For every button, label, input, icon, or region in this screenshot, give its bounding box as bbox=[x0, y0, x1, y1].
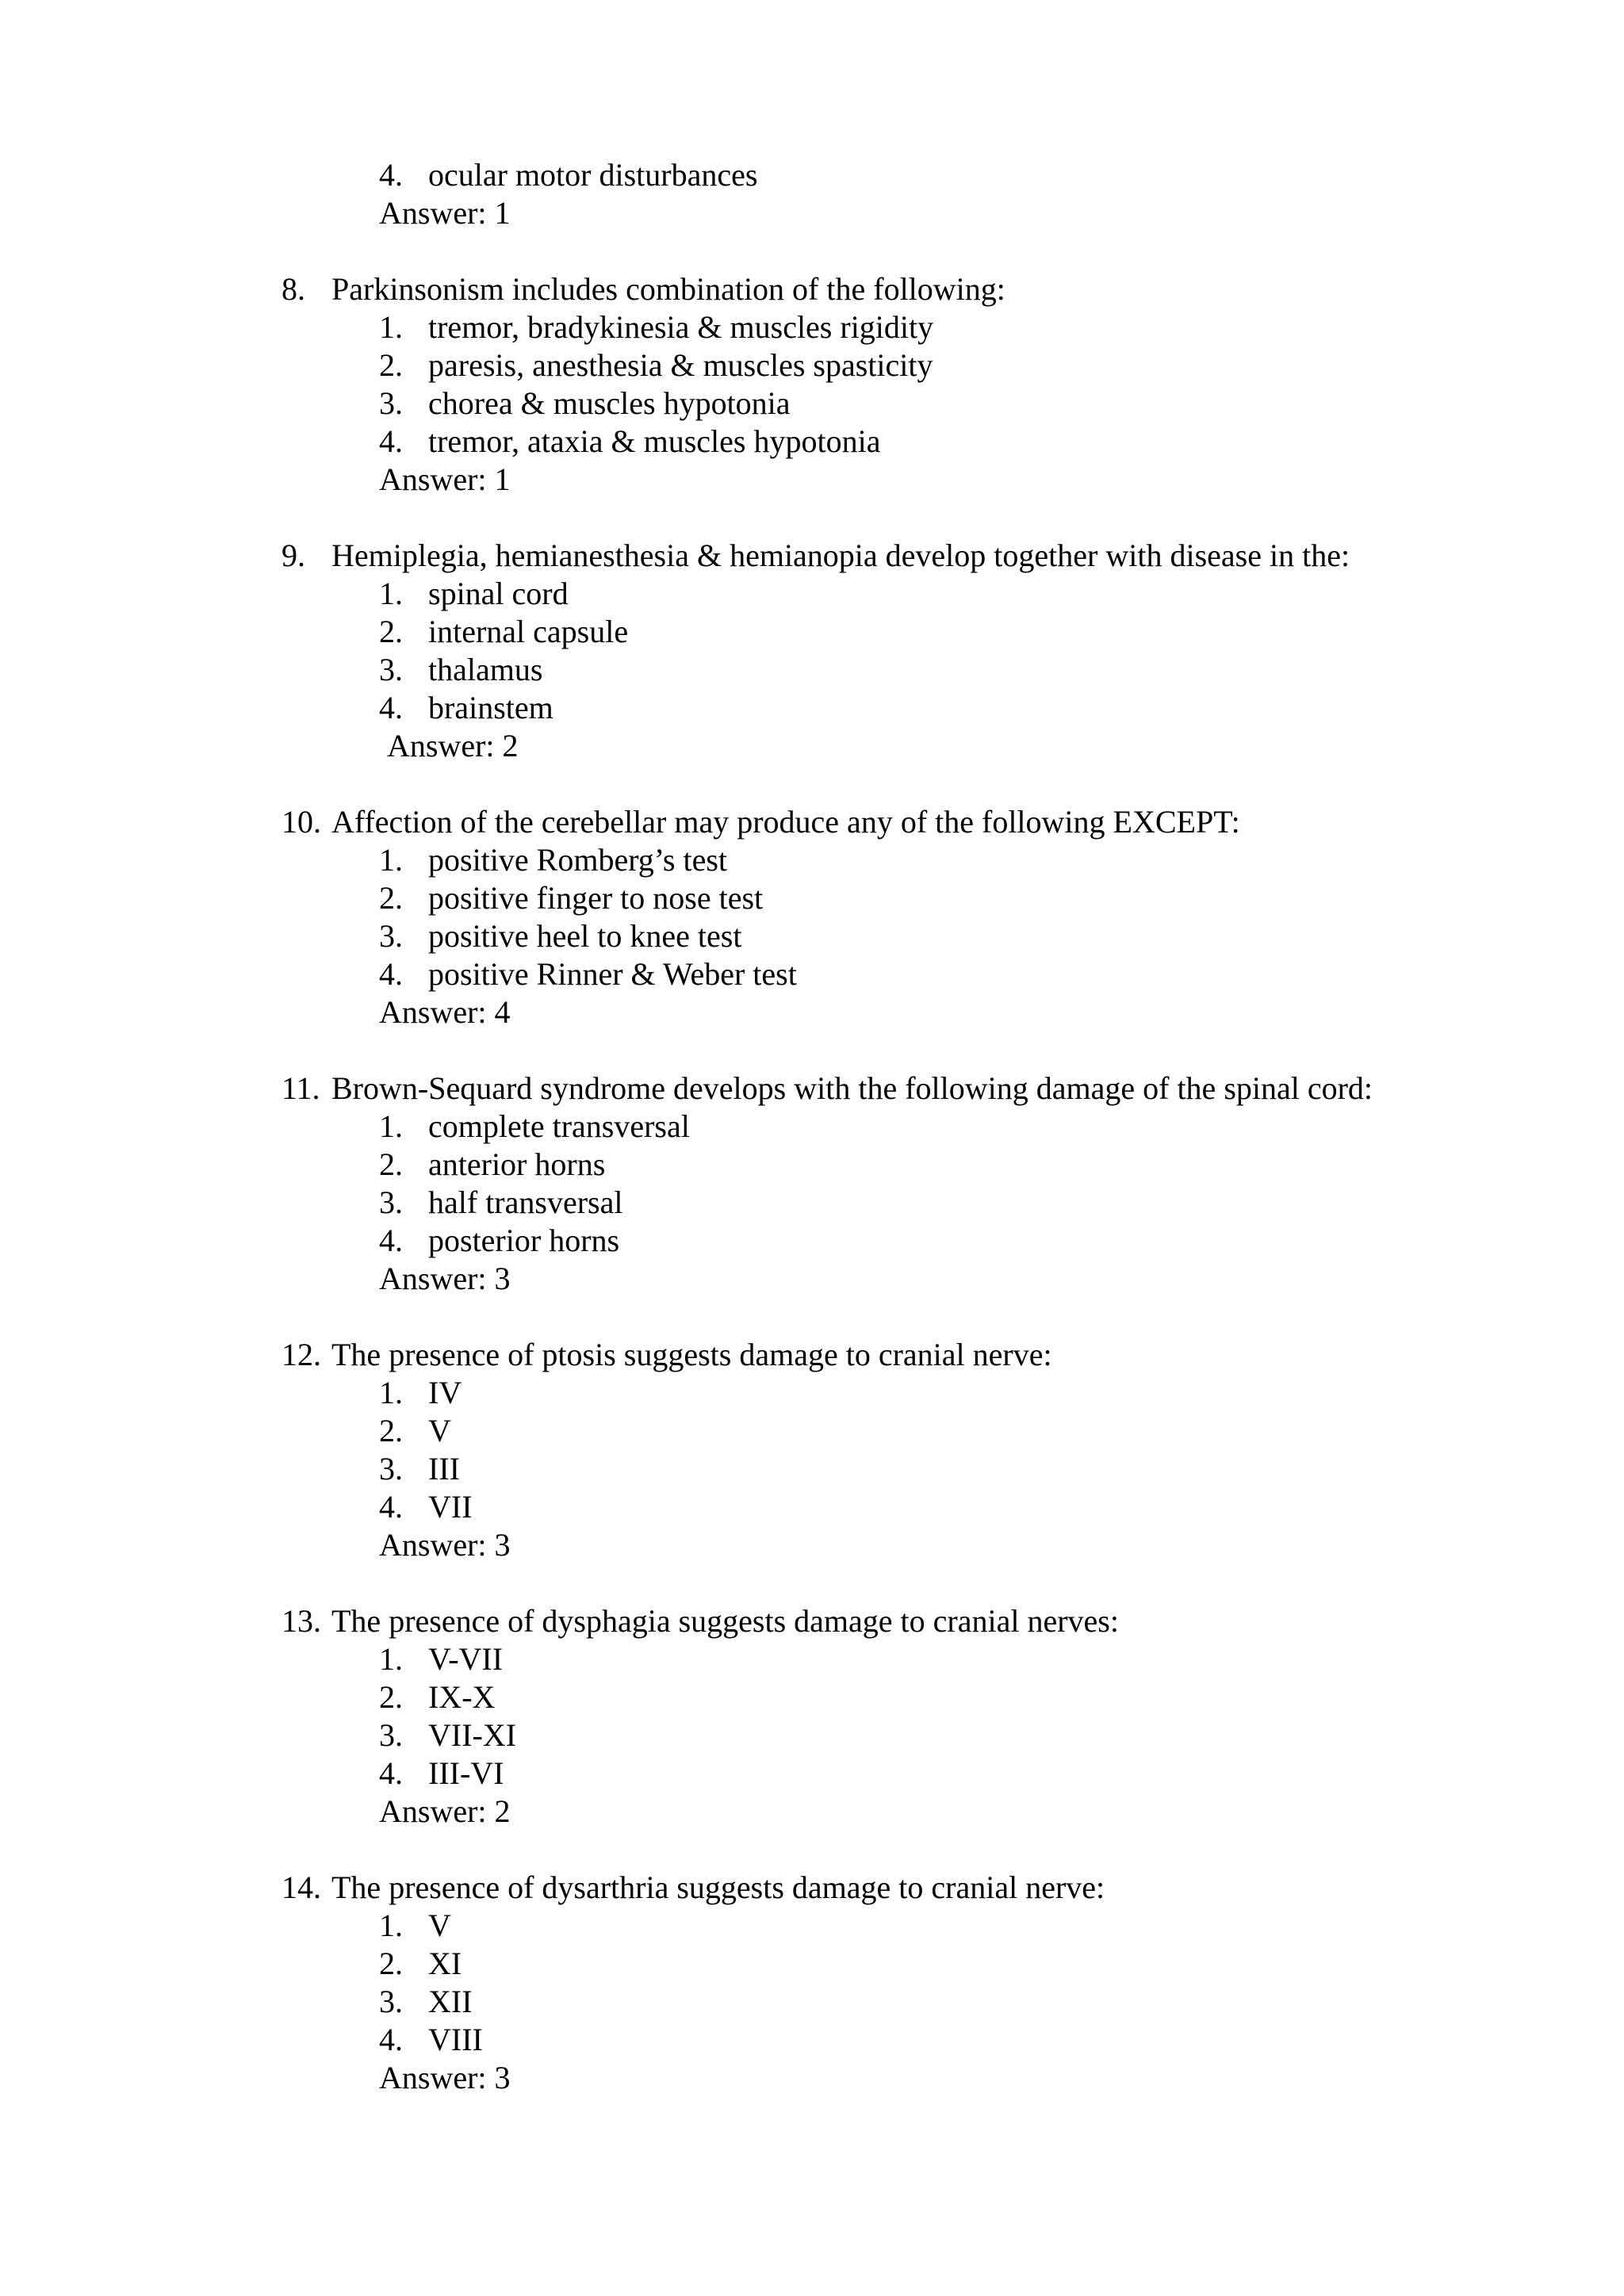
option-text: XII bbox=[428, 1984, 473, 2019]
option-text: III-VI bbox=[428, 1755, 504, 1791]
option-text: internal capsule bbox=[428, 614, 629, 649]
answer-text: Answer: 3 bbox=[379, 1261, 511, 1296]
option-number: 2. bbox=[379, 1413, 403, 1448]
question-number: 10. bbox=[282, 804, 321, 840]
question-number: 11. bbox=[282, 1070, 320, 1106]
option-text: positive Romberg’s test bbox=[428, 842, 728, 878]
option-number: 2. bbox=[379, 347, 403, 383]
question-text: The presence of ptosis suggests damage to cranial nerve: bbox=[331, 1337, 1052, 1372]
option-text: V-VII bbox=[428, 1641, 504, 1677]
option-text: anterior horns bbox=[428, 1146, 606, 1182]
question-text: Brown-Sequard syndrome develops with the following damage of the spinal cord: bbox=[331, 1070, 1373, 1106]
option-number: 4. bbox=[379, 690, 403, 725]
option-number: 1. bbox=[379, 309, 403, 345]
option-text: thalamus bbox=[428, 652, 543, 687]
option-text: positive heel to knee test bbox=[428, 918, 742, 954]
option-number: 2. bbox=[379, 1679, 403, 1715]
question-text: Parkinsonism includes combination of the following: bbox=[331, 271, 1005, 307]
option-number: 4. bbox=[379, 1223, 403, 1258]
option-number: 3. bbox=[379, 1984, 403, 2019]
option-number: 3. bbox=[379, 1451, 403, 1487]
option-number: 1. bbox=[379, 1641, 403, 1677]
option-number: 4. bbox=[379, 2022, 403, 2057]
option-number: 1. bbox=[379, 576, 403, 611]
option-number: 3. bbox=[379, 385, 403, 421]
answer-text: Answer: 3 bbox=[379, 2060, 511, 2095]
option-number: 3. bbox=[379, 652, 403, 687]
option-text: half transversal bbox=[428, 1184, 623, 1220]
answer-text: Answer: 2 bbox=[387, 728, 519, 763]
option-text: chorea & muscles hypotonia bbox=[428, 385, 791, 421]
question-text: Affection of the cerebellar may produce any of the following EXCEPT: bbox=[331, 804, 1240, 840]
option-number: 1. bbox=[379, 1908, 403, 1943]
option-text: VII-XI bbox=[428, 1717, 517, 1753]
option-number: 2. bbox=[379, 880, 403, 916]
option-number: 3. bbox=[379, 1184, 403, 1220]
option-text: ocular motor disturbances bbox=[428, 157, 758, 193]
option-number: 4. bbox=[379, 1755, 403, 1791]
option-text: complete transversal bbox=[428, 1108, 690, 1144]
question-number: 12. bbox=[282, 1337, 321, 1372]
option-text: paresis, anesthesia & muscles spasticity bbox=[428, 347, 933, 383]
option-text: VIII bbox=[428, 2022, 483, 2057]
option-number: 4. bbox=[379, 1489, 403, 1525]
option-number: 3. bbox=[379, 1717, 403, 1753]
question-text: The presence of dysarthria suggests damage to cranial nerve: bbox=[331, 1869, 1105, 1905]
option-number: 4. bbox=[379, 157, 403, 193]
option-text: III bbox=[428, 1451, 460, 1487]
option-text: spinal cord bbox=[428, 576, 569, 611]
option-text: positive Rinner & Weber test bbox=[428, 956, 797, 992]
question-number: 14. bbox=[282, 1869, 321, 1905]
option-text: brainstem bbox=[428, 690, 553, 725]
option-number: 2. bbox=[379, 614, 403, 649]
option-number: 2. bbox=[379, 1146, 403, 1182]
option-number: 1. bbox=[379, 842, 403, 878]
answer-text: Answer: 1 bbox=[379, 461, 511, 497]
option-number: 4. bbox=[379, 956, 403, 992]
answer-text: Answer: 3 bbox=[379, 1527, 511, 1563]
option-number: 3. bbox=[379, 918, 403, 954]
option-text: tremor, bradykinesia & muscles rigidity bbox=[428, 309, 934, 345]
answer-text: Answer: 2 bbox=[379, 1793, 511, 1829]
option-number: 2. bbox=[379, 1946, 403, 1981]
option-text: V bbox=[428, 1413, 451, 1448]
question-number: 8. bbox=[282, 271, 305, 307]
answer-text: Answer: 1 bbox=[379, 195, 511, 231]
option-text: posterior horns bbox=[428, 1223, 620, 1258]
option-text: IV bbox=[428, 1375, 462, 1410]
option-text: positive finger to nose test bbox=[428, 880, 764, 916]
question-number: 9. bbox=[282, 538, 305, 573]
answer-text: Answer: 4 bbox=[379, 994, 511, 1030]
question-number: 13. bbox=[282, 1603, 321, 1639]
option-number: 4. bbox=[379, 423, 403, 459]
option-text: VII bbox=[428, 1489, 473, 1525]
option-text: IX-X bbox=[428, 1679, 496, 1715]
option-text: V bbox=[428, 1908, 451, 1943]
option-number: 1. bbox=[379, 1108, 403, 1144]
question-text: The presence of dysphagia suggests damage to cranial nerves: bbox=[331, 1603, 1119, 1639]
option-text: tremor, ataxia & muscles hypotonia bbox=[428, 423, 881, 459]
option-number: 1. bbox=[379, 1375, 403, 1410]
option-text: XI bbox=[428, 1946, 462, 1981]
question-text: Hemiplegia, hemianesthesia & hemianopia develop together with disease in the: bbox=[331, 538, 1350, 573]
